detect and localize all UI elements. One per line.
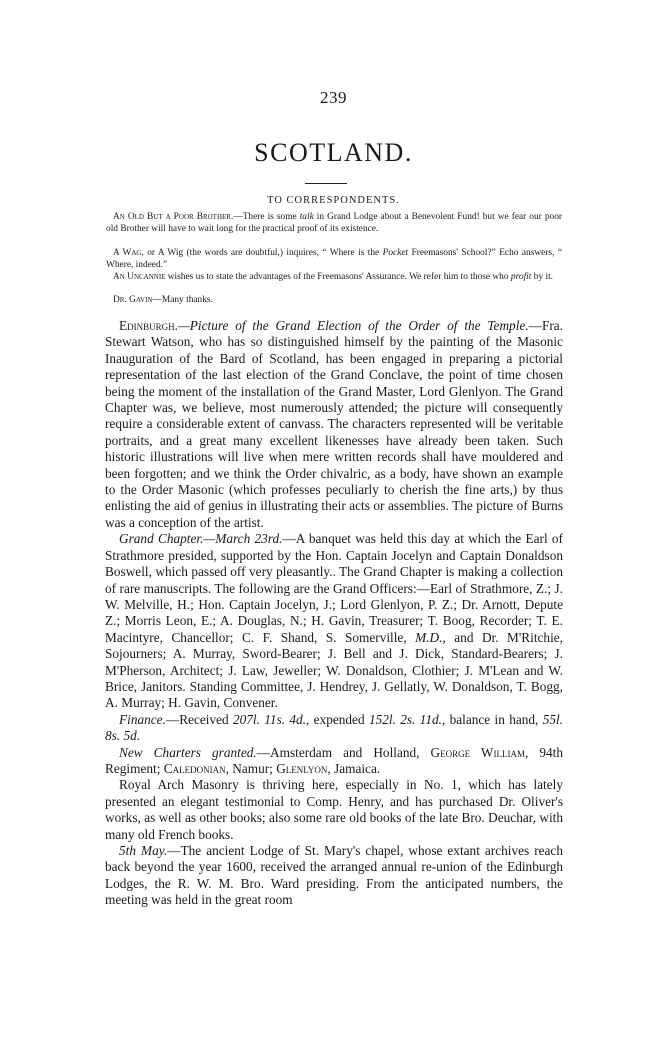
page-heading: SCOTLAND. bbox=[254, 138, 413, 167]
paragraph-grand-chapter: Grand Chapter.—March 23rd.—A banquet was held this day at which the Earl of Strathmore presided, supported by the Hon. Captain Jocelyn and Captain Donaldson Boswell, which passed off very pleasantly.. The Grand Chapter is making a collection of rare manuscripts. The following are the Grand Officers:—Earl of Strathmore, Z.; J. W. Melville, H.; Hon. Captain Jocelyn, J.; Lord Glenlyon, P. Z.; Dr. Arnott, Depute Z.; Morris Leon, E.; A. Douglas, N.; H. Gavin, Treasurer; T. Boog, Recorder; T. E. Macintyre, Chancellor; C. F. Shand, S. Somerville, M.D., and Dr. M'Ritchie, Sojourners; A. Murray, Sword-Bearer; J. Bell and J. Dick, Standard-Bearers; J. M'Pherson, Architect; J. Law, Jeweller; W. Donaldson, Clothier; J. M'Lean and W. Brice, Janitors. Standing Committee, J. Hendrey, J. Gellatly, W. Donaldson, T. Bogg, A. Murray; H. Gavin, Convener. bbox=[105, 531, 563, 711]
correspondent-note: An Uncannie wishes us to state the advantages of the Freemasons' Assurance. We refer him to those who profit by it. bbox=[113, 272, 554, 282]
correspondent-note: A Wag, or A Wig (the words are doubtful,) inquires, “ Where is the Pocket Freemasons' School?” Echo answers, “ Where, indeed.” bbox=[106, 248, 562, 270]
place-name: Edinburgh. bbox=[119, 318, 178, 333]
paragraph-edinburgh: Edinburgh.—Picture of the Grand Election of the Order of the Temple.—Fra. Stewart Watson, who has so distinguished himself by the painting of the Masonic Inauguration of the Bard of Scotland, has been engaged in preparing a pictorial representation of the last election of the Grand Conclave, the point of time chosen being the moment of the installation of the Grand Master, Lord Glenlyon. The Grand Chapter was, we believe, most numerously attended; the picture will consequently require a considerable extent of canvass. The characters represented will be veritable portraits, and a great many excellent likenesses have already been taken. Such historic illustrations will live when mere written records shall have mouldered and been forgotten; and we think the Order chivalric, as a body, have shown an example to the Order Masonic (which professes peculiarly to cherish the fine arts,) by thus enlisting the aid of genius in illustrating their acts or assemblies. The picture of Burns was a conception of the artist. bbox=[105, 318, 563, 530]
article-body bbox=[105, 318, 563, 909]
page-number: 239 bbox=[320, 88, 347, 107]
paragraph-finance: Finance.—Received 207l. 11s. 4d., expended 152l. 2s. 11d., balance in hand, 55l. 8s. 5d. bbox=[105, 711, 564, 744]
paragraph-fifth-may: 5th May.—The ancient Lodge of St. Mary's chapel, whose extant archives reach back beyond the year 1600, received the arranged annual re-union of the Edinburgh Lodges, the R. W. M. Bro. Ward presiding. From the anticipated numbers, the meeting was held in the great room bbox=[105, 843, 563, 908]
paragraph-royal-arch: Royal Arch Masonry is thriving here, especially in No. 1, which has lately presented an elegant testimonial to Comp. Henry, and has purchased Dr. Oliver's works, as well as other books; also some rare old books of the late Bro. Deuchar, with many old French books. bbox=[105, 777, 563, 842]
correspondents-heading: TO CORRESPONDENTS. bbox=[267, 195, 400, 206]
note-lead: Dr. Gavin bbox=[113, 295, 153, 305]
note-lead: An Old But a Poor Brother. bbox=[113, 212, 234, 222]
note-lead: A Wag, bbox=[113, 248, 144, 258]
correspondent-note: An Old But a Poor Brother.—There is some talk in Grand Lodge about a Benevolent Fund! but we fear our poor old Brother will have to wait long for the practical proof of its existence. bbox=[106, 212, 563, 234]
heading-rule bbox=[305, 183, 347, 184]
note-lead: An Uncannie bbox=[113, 272, 166, 282]
correspondent-note: Dr. Gavin—Many thanks. bbox=[113, 295, 213, 305]
paragraph-new-charters: New Charters granted.—Amsterdam and Holland, George William, 94th Regiment; Caledonian, Namur; Glenlyon, Jamaica. bbox=[105, 744, 563, 776]
